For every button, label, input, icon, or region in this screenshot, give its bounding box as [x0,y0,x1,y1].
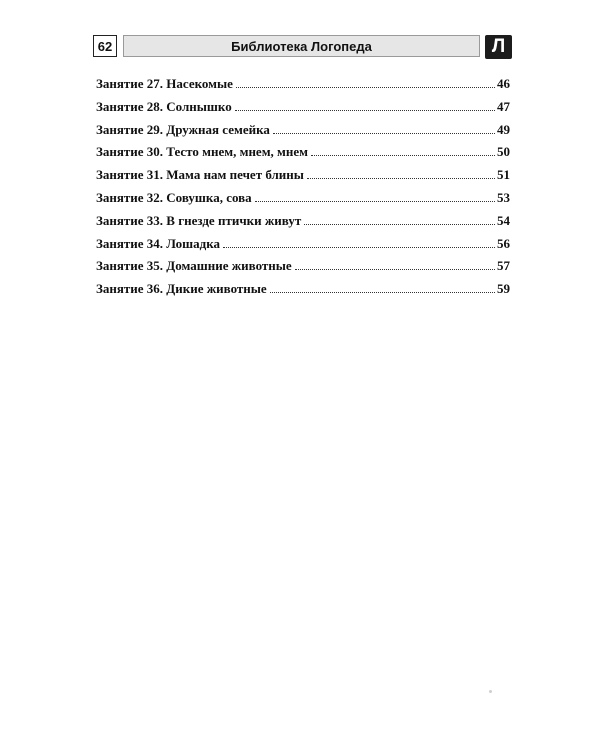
toc-entry-title: Занятие 30. Тесто мнем, мнем, мнем [96,144,309,160]
dot-leader [304,224,495,225]
header-title: Библиотека Логопеда [123,35,480,57]
toc-entry-title: Занятие 29. Дружная семейка [96,121,270,137]
toc-entry-page: 46 [497,76,510,91]
toc-entry[interactable] [96,144,510,167]
toc-entry[interactable] [96,258,510,281]
toc-entry-page: 51 [497,167,510,183]
running-header [93,35,512,60]
toc-entry-page: 57 [497,258,510,274]
table-of-contents [96,76,510,304]
toc-entry[interactable] [96,76,510,99]
toc-entry-title: Занятие 33. В гнезде птички живут [96,212,302,228]
toc-entry[interactable] [96,236,510,259]
toc-entry[interactable] [96,190,510,213]
scan-speck [489,690,492,693]
dot-leader [236,87,495,88]
toc-entry-title: Занятие 28. Солнышко [96,98,232,114]
dot-leader [307,178,495,179]
dot-leader [223,247,495,248]
dot-leader [235,110,495,111]
toc-entry[interactable] [96,167,510,190]
page-number: 62 [93,35,117,57]
toc-entry-title: Занятие 34. Лошадка [96,235,220,251]
toc-entry-page: 53 [497,189,510,205]
dot-leader [255,201,495,202]
toc-entry-page: 50 [497,144,510,160]
toc-entry-title: Занятие 32. Совушка, сова [96,189,252,205]
toc-entry-page: 54 [497,212,510,228]
dot-leader [273,133,495,134]
toc-entry[interactable] [96,122,510,145]
logo-icon: Л [485,35,512,59]
toc-entry-page: 47 [497,98,510,114]
toc-entry-title: Занятие 27. Насекомые [96,76,233,91]
toc-entry-page: 56 [497,235,510,251]
toc-entry[interactable] [96,281,510,304]
toc-entry-title: Занятие 31. Мама нам печет блины [96,167,304,183]
toc-entry-title: Занятие 36. Дикие животные [96,281,267,297]
toc-entry[interactable] [96,99,510,122]
toc-entry-page: 49 [497,121,510,137]
dot-leader [270,292,495,293]
dot-leader [311,155,495,156]
toc-entry-title: Занятие 35. Домашние животные [96,258,292,274]
toc-entry-page: 59 [497,281,510,297]
dot-leader [295,269,495,270]
toc-entry[interactable] [96,213,510,236]
